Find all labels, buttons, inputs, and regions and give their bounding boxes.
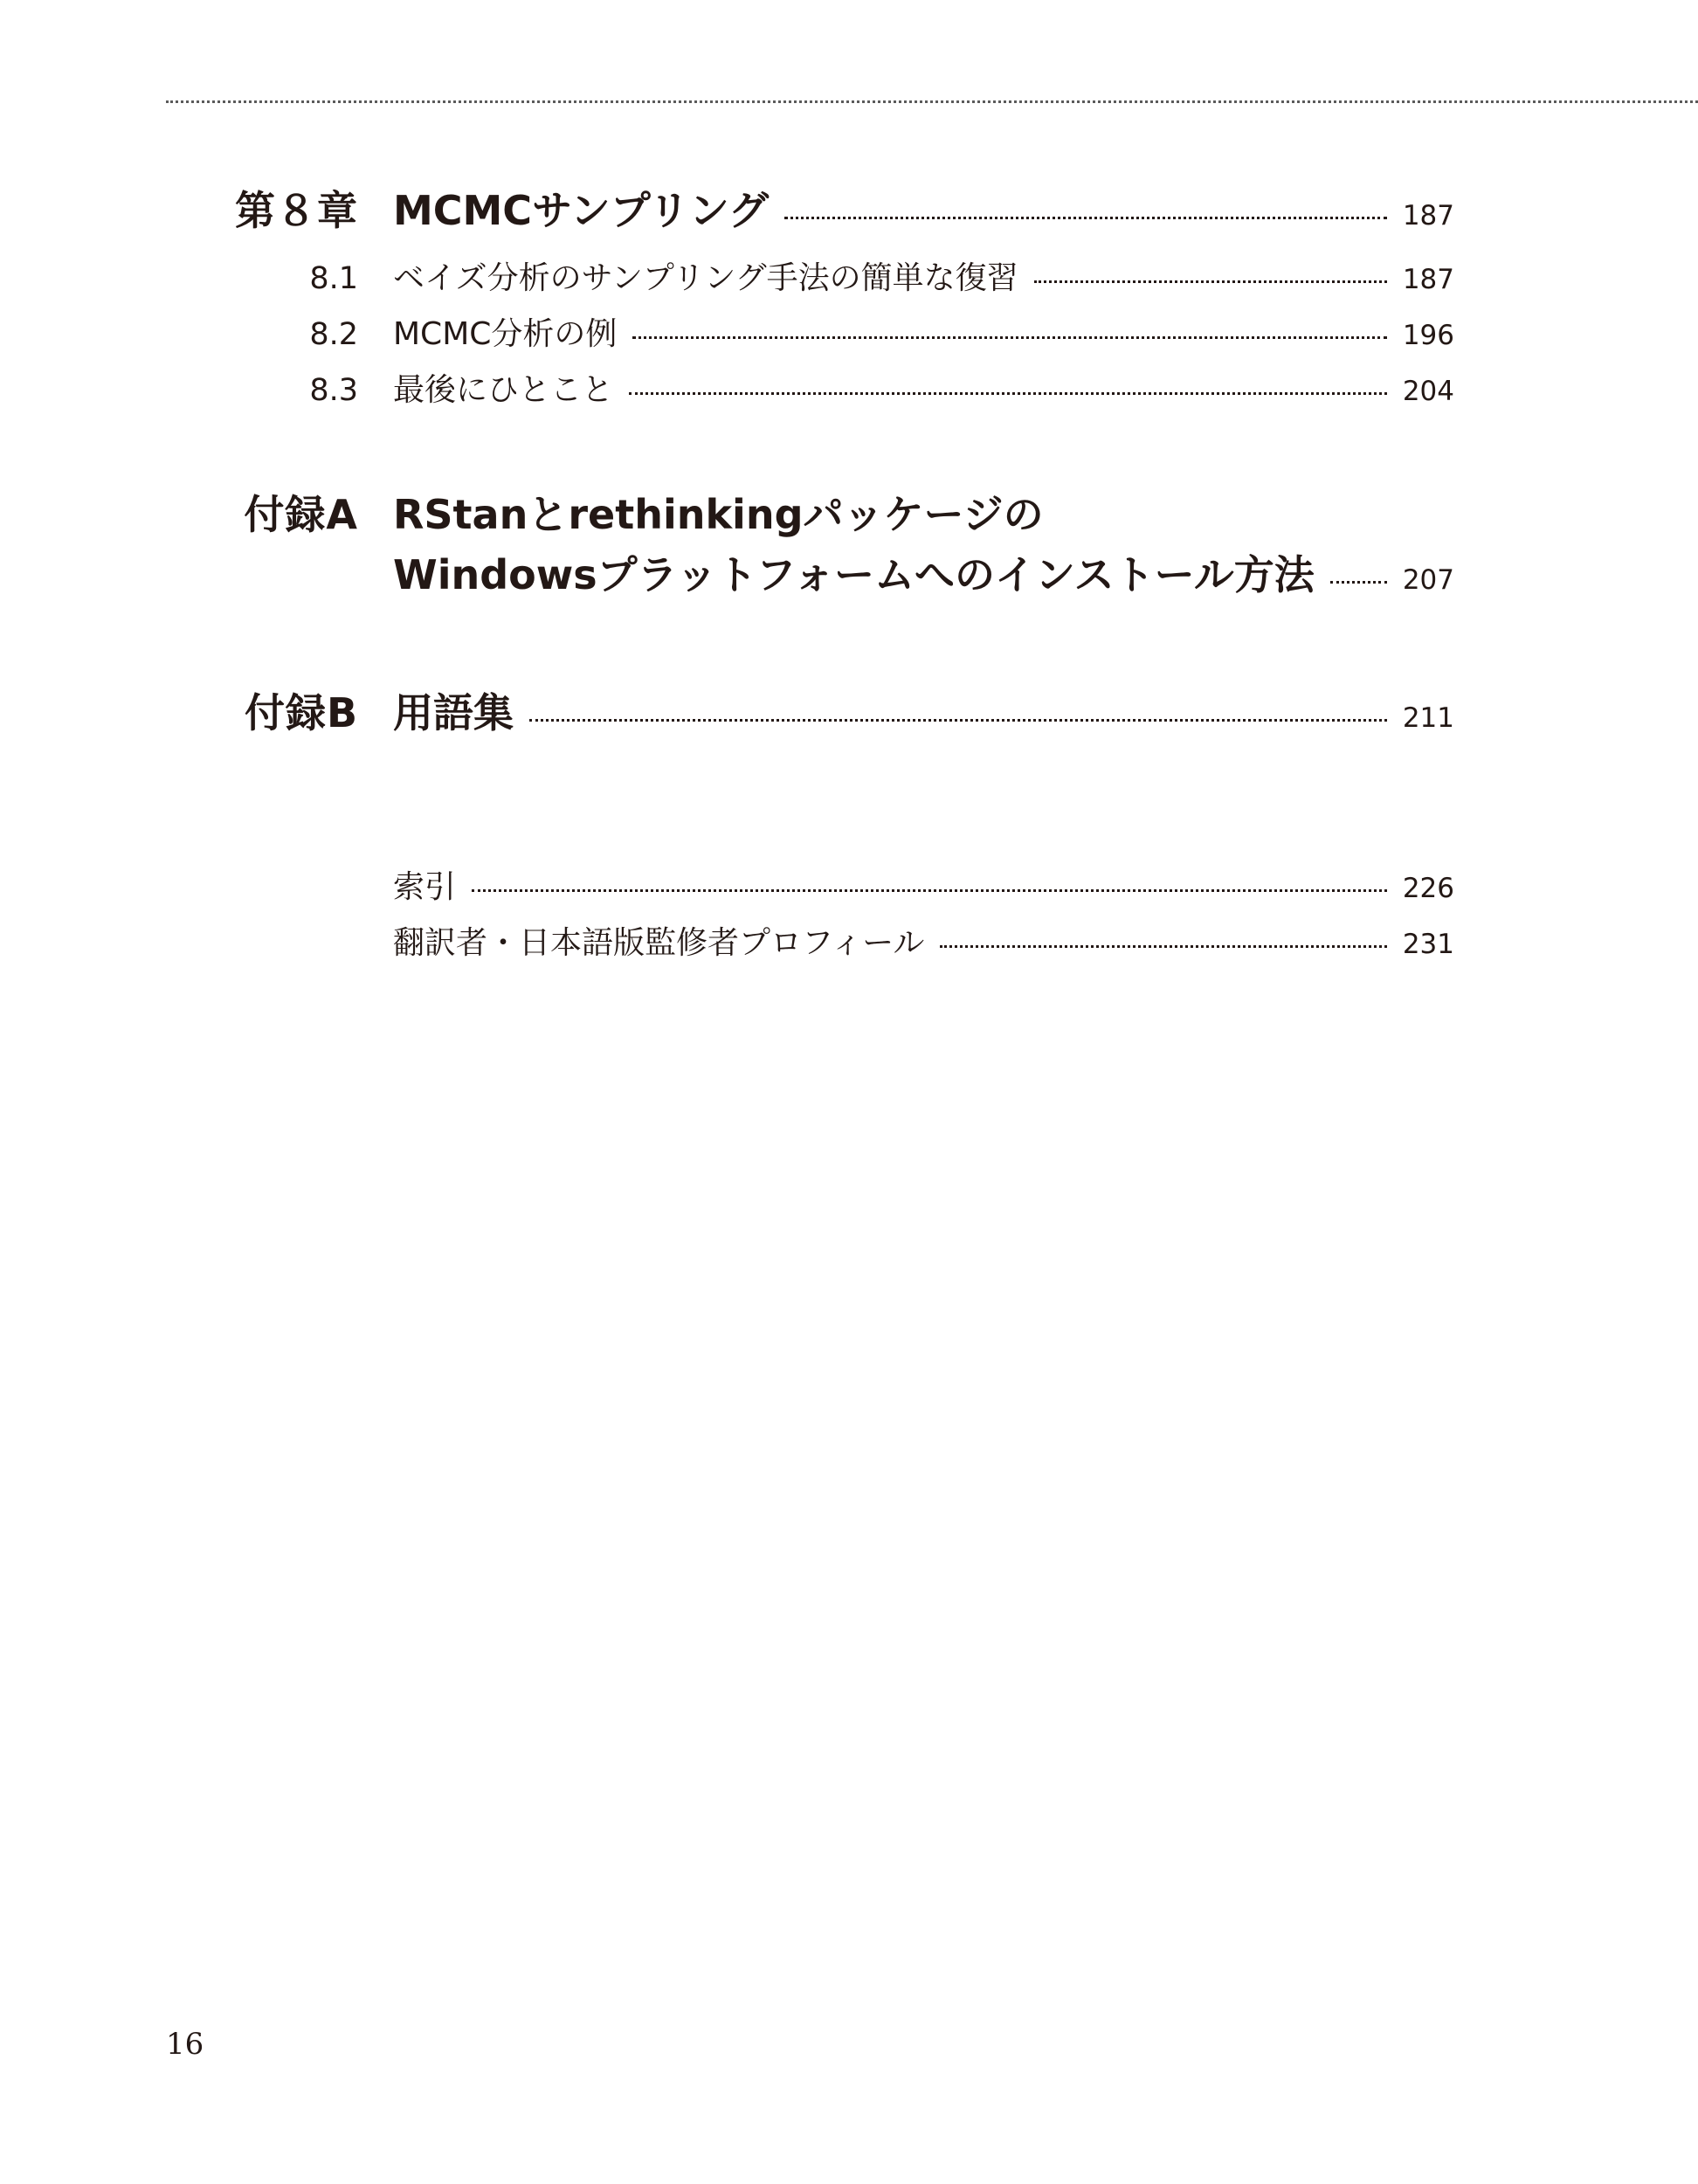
appendix-page: 207	[1402, 564, 1454, 596]
chapter-page: 187	[1402, 200, 1454, 232]
section-number: 8.2	[309, 317, 358, 352]
appendix-title: 用語集	[393, 689, 514, 736]
toc-translator-profile[interactable]	[393, 918, 1454, 963]
toc-appendix-a-line2[interactable]	[223, 543, 1454, 601]
chapter-title: MCMCサンプリング	[393, 187, 770, 234]
dot-leader	[940, 945, 1386, 948]
toc-chapter-8[interactable]	[223, 179, 1454, 237]
back-matter-page: 226	[1402, 873, 1454, 904]
dot-leader	[1034, 280, 1387, 283]
section-page: 187	[1402, 264, 1454, 295]
section-page: 196	[1402, 320, 1454, 351]
back-matter-page: 231	[1402, 929, 1454, 960]
top-dotted-rule	[166, 100, 1698, 103]
section-title: ベイズ分析のサンプリング手法の簡単な復習	[393, 260, 1018, 296]
section-title: 最後にひとこと	[393, 372, 614, 408]
section-page: 204	[1402, 376, 1454, 407]
back-matter-title: 翻訳者・日本語版監修者プロフィール	[393, 925, 925, 961]
appendix-page: 211	[1402, 702, 1454, 734]
back-matter-title: 索引	[393, 869, 457, 905]
toc-section-8-3[interactable]	[223, 365, 1454, 410]
chapter-label: 第８章	[235, 187, 358, 234]
section-number: 8.3	[309, 373, 358, 408]
dot-leader	[1330, 581, 1387, 584]
toc-section-8-1[interactable]	[223, 253, 1454, 298]
toc-index[interactable]	[393, 862, 1454, 907]
toc-section-8-2[interactable]	[223, 309, 1454, 354]
toc-appendix-b[interactable]	[223, 681, 1454, 739]
appendix-title-line2: Windowsプラットフォームへのインストール方法	[393, 551, 1315, 598]
dot-leader	[472, 889, 1387, 892]
section-number: 8.1	[309, 261, 358, 296]
section-title: MCMC分析の例	[393, 316, 618, 352]
appendix-label: 付録B	[244, 689, 358, 736]
page-number: 16	[166, 2027, 204, 2062]
dot-leader	[784, 217, 1387, 219]
dot-leader	[632, 336, 1386, 339]
dot-leader	[529, 719, 1387, 722]
dot-leader	[629, 392, 1387, 395]
toc-appendix-a-line1[interactable]	[223, 483, 1454, 541]
appendix-title-line1: RStanとrethinkingパッケージの	[393, 491, 1044, 538]
appendix-label: 付録A	[244, 491, 358, 538]
